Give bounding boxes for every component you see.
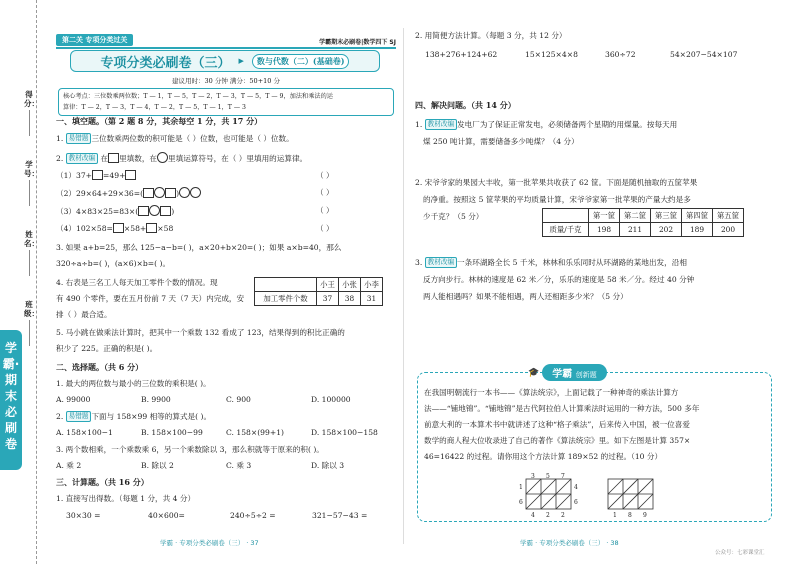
q2-3-a: （3）4×83×25=83×(	[56, 207, 139, 216]
table-cell: 第五筐	[713, 209, 744, 223]
calc-item: 40×600=	[148, 511, 185, 520]
calc-item: 30×30 =	[66, 511, 101, 520]
table-cell: 37	[317, 292, 339, 306]
creative-box	[417, 367, 772, 522]
table-cell: 第一筐	[589, 209, 620, 223]
worker-table	[254, 277, 383, 306]
q2-text-a: 在	[100, 154, 109, 163]
table-row	[255, 278, 383, 292]
q2-text-c: 里填运算符号，在（ ）里填用的运算律。	[168, 154, 308, 163]
page-number-right: 学霸 · 专项分类必刷卷（三） · 38	[520, 539, 619, 547]
table-cell: 小王	[317, 278, 339, 292]
c2-options	[56, 427, 401, 438]
table-cell: 189	[682, 223, 713, 237]
table-cell: 38	[339, 292, 361, 306]
table-cell: 第四筐	[682, 209, 713, 223]
answer-box[interactable]	[92, 170, 103, 180]
p2-line-1: 2. 宋爷爷家的果园大丰收，第一批苹果共收获了 62 筐。下面是随机抽取的五筐苹果	[415, 178, 698, 187]
table-cell: 198	[589, 223, 620, 237]
name-label: 姓名：	[24, 230, 34, 276]
section-2-title: 二、选择题。（共 6 分）	[56, 362, 144, 372]
q4-line-3: 排（ ）最合适。	[56, 310, 112, 319]
creative-subtitle: 创新题	[575, 371, 597, 379]
creative-line-2: 法——“铺地锦”。“铺地锦”是古代阿拉伯人计算乘法时运用的一种方法，500 多年	[424, 404, 700, 413]
score-label: 得分：	[24, 90, 34, 136]
q2-1-b: =49+	[103, 171, 126, 180]
test-points-box	[58, 88, 394, 116]
c3: 3. 两个数相乘，一个乘数乘 6，另一个乘数除以 3，那么积就等于原来的积( )。	[56, 445, 324, 454]
table-cell: 质量/千克	[543, 223, 589, 237]
q2-4-c: ×58	[157, 224, 174, 233]
p1: 1. 教材改编 发电厂为了保证正常发电，必须储备两个星期的用煤量。按每天用	[415, 120, 678, 129]
creative-title-text: 学霸	[552, 369, 573, 380]
q1: 1. 易错题 三位数乘两位数的积可能是（ ）位数，也可能是（ ）位数。	[56, 134, 294, 143]
page-subtitle: 数与代数（二）(基础卷)	[252, 54, 350, 69]
lattice-bottom-digit: 9	[643, 512, 647, 519]
answer-box[interactable]	[160, 206, 171, 216]
p3-tag: 教材改编	[425, 257, 457, 268]
calc-item: 321−57−43 =	[312, 511, 368, 520]
option-d[interactable]: D. 除以 3	[311, 461, 345, 470]
p3: 3. 教材改编 一条环湖路全长 5 千米，林林和乐乐同时从环湖路的某地出发，沿相	[415, 258, 687, 267]
option-c[interactable]: C. 158×(99+1)	[226, 428, 285, 437]
answer-box[interactable]	[113, 223, 124, 233]
header-rule	[56, 47, 396, 49]
c1-options	[56, 394, 401, 405]
c2: 2. 易错题 下面与 158×99 相等的算式是( )。	[56, 412, 212, 421]
section-4-title: 四、解决问题。（共 14 分）	[415, 100, 516, 110]
calc2-items	[415, 49, 775, 60]
lattice-right-digit: 4	[574, 484, 578, 491]
calc-item: 240÷5÷2 =	[230, 511, 276, 520]
calc1-items	[56, 510, 401, 521]
lattice-bottom-digit: 4	[531, 512, 535, 519]
option-b[interactable]: B. 158×100−99	[141, 428, 203, 437]
page-number-left: 学霸 · 专项分类必刷卷（三） · 37	[160, 539, 259, 547]
operator-circle[interactable]	[179, 187, 190, 198]
section-tag: 第二关 专项分类过关	[56, 34, 133, 46]
option-b[interactable]: B. 除以 2	[141, 461, 174, 470]
option-d[interactable]: D. 100000	[311, 395, 351, 404]
p3-text: 一条环湖路全长 5 千米，林林和乐乐同时从环湖路的某地出发，沿相	[457, 258, 687, 267]
q2-4-b: ×58+	[123, 224, 147, 233]
lattice-bottom-digit: 2	[546, 512, 550, 519]
lattice-bottom-digit: 8	[628, 512, 632, 519]
option-b[interactable]: B. 9900	[141, 395, 171, 404]
series-title: 学霸期末必刷卷|数学四下 SJ	[319, 39, 396, 46]
arrow-icon: ▶	[238, 57, 244, 65]
q2-4-a: （4）102×58=	[56, 224, 113, 233]
operator-circle[interactable]	[157, 152, 168, 163]
c2-text: 下面与 158×99 相等的算式是( )。	[91, 412, 212, 421]
calc-item: 15×125×4×8	[525, 50, 578, 59]
corner-watermark: 公众号：七彩课堂汇	[715, 550, 765, 556]
c2-tag: 易错题	[66, 411, 92, 422]
q3-line-2: 320÷a÷b=( )，(a×6)×b=( )。	[56, 259, 171, 268]
answer-box[interactable]	[108, 153, 119, 163]
table-cell: 200	[713, 223, 744, 237]
student-id-label: 学号：	[24, 160, 34, 206]
lattice-top-digit: 5	[546, 473, 550, 480]
calc-item: 54×207−54×107	[670, 50, 738, 59]
p2-block	[415, 211, 775, 243]
q1-tag: 易错题	[66, 133, 92, 144]
answer-box[interactable]	[146, 223, 157, 233]
table-cell: 211	[620, 223, 651, 237]
creative-line-5: 46=16422 的过程。请你用这个方法计算 189×52 的过程。（10 分）	[424, 452, 663, 461]
creative-text	[418, 373, 771, 462]
p3-line-3: 两人能相遇吗？如果不能相遇，两人还相距多少米？（5 分）	[423, 292, 628, 301]
calc1: 1. 直接写出得数。（每题 1 分，共 4 分）	[56, 494, 196, 503]
lattice-diagram-example	[516, 473, 586, 521]
section-3-title: 三、计算题。（共 16 分）	[56, 477, 149, 487]
table-cell: 小张	[339, 278, 361, 292]
creative-line-4: 数学的商人程大位收录进了自己的著作《算法统宗》里。如下左图是计算 357×	[424, 436, 691, 445]
lattice-bottom-digit: 1	[613, 512, 617, 519]
q2-2: （2）29×64+29×36=( ) （ ）	[56, 188, 334, 198]
q2-3: （3）4×83×25=83×( ) （ ）	[56, 206, 334, 216]
binding-dashed-line	[36, 0, 37, 564]
c1: 1. 最大的两位数与最小的三位数的乘积是( )。	[56, 379, 211, 388]
right-content	[415, 30, 775, 302]
q2-2-a: （2）29×64+29×36=	[56, 189, 141, 198]
q4	[56, 277, 401, 323]
q1-text: 三位数乘两位数的积可能是（ ）位数，也可能是（ ）位数。	[91, 134, 294, 143]
q2: 2. 教材改编 在 里填数，在 里填运算符号，在（ ）里填用的运算律。	[56, 154, 308, 163]
lattice-bottom-digit: 2	[561, 512, 565, 519]
creative-line-3: 前意大利的一本算术书中就讲述了这种“格子乘法”，后来传入中国，被一位喜爱	[424, 420, 690, 429]
p3-line-2: 反方向步行。林林的速度是 62 米／分，乐乐的速度是 58 米／分。经过 40 分钟	[423, 275, 695, 284]
q2-text-b: 里填数，在	[119, 154, 158, 163]
creative-title	[542, 364, 606, 381]
p1-line-2: 煤 250 吨计算，需要储备多少吨煤？（4 分）	[423, 137, 579, 146]
table-cell: 31	[361, 292, 383, 306]
q2-1-a: （1）37+	[56, 171, 93, 180]
operator-circle[interactable]	[154, 187, 165, 198]
lattice-top-digit: 3	[531, 473, 535, 480]
lattice-top-digit: 7	[561, 473, 565, 480]
option-a[interactable]: A. 158×100−1	[56, 428, 113, 437]
option-c[interactable]: C. 乘 3	[226, 461, 252, 470]
binding-margin	[0, 0, 46, 564]
answer-box[interactable]	[125, 170, 136, 180]
apple-table	[542, 208, 744, 237]
option-c[interactable]: C. 900	[226, 395, 251, 404]
law-answer[interactable]: （ ）	[316, 188, 334, 197]
table-cell	[543, 209, 589, 223]
creative-line-1: 在我国明朝流行一本书——《算法统宗》，上面记载了一种神奇的乘法计算方	[424, 388, 679, 397]
table-cell: 第二筐	[620, 209, 651, 223]
q2-tag: 教材改编	[66, 153, 98, 164]
p2-line-2: 的净重。按照这 5 筐苹果的平均质量计算，宋爷爷家第一批苹果的产量大约是多	[423, 195, 691, 204]
time-info: 建议用时：30 分钟 满分：50+10 分	[172, 77, 280, 85]
q5-line-2: 积少了 225。正确的积是( )。	[56, 344, 158, 353]
answer-box[interactable]	[143, 188, 154, 198]
title-box	[70, 50, 380, 72]
p2-line-3: 少千克？（5 分）	[423, 212, 484, 221]
p1-tag: 教材改编	[425, 119, 457, 130]
test-points-line-1: 核心考点：三位数乘两位数；T — 1，T — 5，T — 2，T — 3，T — 5，T — 9，加法和乘法的运	[63, 93, 333, 100]
left-header	[56, 34, 396, 49]
q5-line-1: 5. 马小跳在做乘法计算时，把其中一个乘数 132 看成了 123，结果得到的积比正确的	[56, 328, 345, 337]
answer-box[interactable]	[165, 188, 176, 198]
law-answer[interactable]: （ ）	[316, 224, 334, 233]
test-points-line-2: 算律：T — 2，T — 3，T — 4，T — 2，T — 5，T — 1，T — 3	[63, 104, 246, 111]
option-d[interactable]: D. 158×100−158	[311, 428, 378, 437]
q4-line-1: 4. 右表是三名工人每天加工零件个数的情况。现	[56, 278, 218, 287]
section-1-title: 一、填空题。（第 2 题 8 分，其余每空 1 分，共 17 分）	[56, 116, 263, 126]
table-row	[255, 292, 383, 306]
q3-line-1: 3. 如果 a+b=25，那么 125−a−b=( )，a×20+b×20=( )；如果 a×b=40，那么	[56, 243, 342, 252]
lattice-left-digit: 6	[519, 499, 523, 506]
page-divider	[403, 28, 404, 544]
answer-box[interactable]	[138, 206, 149, 216]
law-answer[interactable]: （ ）	[316, 206, 334, 215]
left-content	[56, 116, 401, 521]
calc2: 2. 用简便方法计算。（每题 3 分，共 12 分）	[415, 31, 567, 40]
p1-text: 发电厂为了保证正常发电，必须储备两个星期的用煤量。按每天用	[457, 120, 678, 129]
lattice-diagram-exercise	[598, 473, 668, 521]
q2-1	[56, 170, 401, 181]
table-row	[543, 209, 744, 223]
law-answer[interactable]: （ ）	[316, 171, 334, 180]
creative-header	[528, 364, 607, 381]
calc-item: 360÷72	[605, 50, 636, 59]
option-a[interactable]: A. 99000	[56, 395, 91, 404]
q4-line-2: 有 490 个零件，要在五月份前 7 天（7 天）内完成，安	[56, 294, 245, 303]
operator-circle[interactable]	[149, 205, 160, 216]
class-label: 班级：	[24, 300, 34, 346]
table-cell: 小李	[361, 278, 383, 292]
c3-options	[56, 460, 401, 471]
lattice-right-digit: 6	[574, 499, 578, 506]
brand-text: 学霸·期末必刷卷	[2, 341, 20, 451]
table-cell: 第三筐	[651, 209, 682, 223]
table-cell	[255, 278, 317, 292]
graduation-cap-icon: 🎓	[528, 367, 540, 378]
calc-item: 138+276+124+62	[425, 50, 498, 59]
table-row	[543, 223, 744, 237]
lattice-left-digit: 1	[519, 484, 523, 491]
operator-circle[interactable]	[190, 187, 201, 198]
option-a[interactable]: A. 乘 2	[56, 461, 82, 470]
page-title: 专项分类必刷卷（三）	[100, 55, 231, 71]
q2-4	[56, 223, 401, 234]
table-cell: 加工零件个数	[255, 292, 317, 306]
table-cell: 202	[651, 223, 682, 237]
